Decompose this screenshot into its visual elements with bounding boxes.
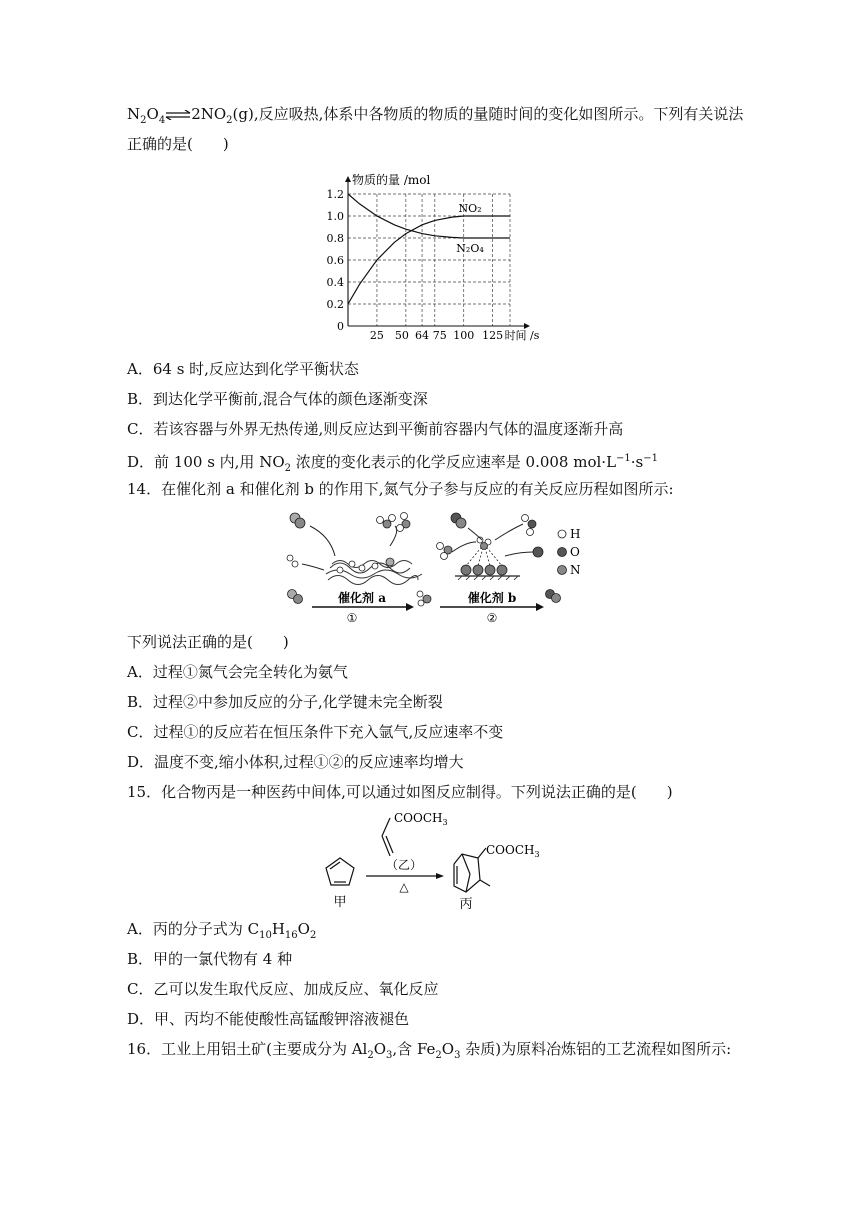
q14-ask: 下列说法正确的是( ): [127, 633, 289, 651]
q15-option-b: B．甲的一氯代物有 4 种: [127, 950, 293, 968]
x-tick-label: 125: [482, 329, 504, 342]
step-2-label: ②: [486, 611, 498, 625]
q13-stem-line1: $N_2O_4$ $2NO_2(g)$,反应吸热,体系中各物质的物质的量随时间的变化如图所示。下列有关说法: [127, 105, 744, 126]
q14-option-c: C．过程①的反应若在恒压条件下充入氩气,反应速率不变: [127, 723, 504, 741]
q15-option-a: A．丙的分子式为 $C_{10}H_{16}O_2$: [127, 920, 317, 941]
series-label-1: N₂O₄: [456, 242, 484, 255]
catalyst-b-label: 催化剂 b: [467, 591, 517, 605]
q14-reaction-mechanism-figure: [280, 506, 600, 626]
y-tick-label: 0.2: [326, 298, 344, 311]
q14-legend: [558, 527, 581, 577]
heat-symbol: △: [399, 880, 409, 894]
y-tick-label: 0.8: [326, 232, 344, 245]
catalyst-a-label: 催化剂 a: [338, 591, 386, 605]
q15-reaction-scheme: [320, 806, 560, 916]
q15-option-d: D．甲、丙均不能使酸性高锰酸钾溶液褪色: [127, 1010, 410, 1028]
q13-option-a: A．64 s 时,反应达到化学平衡状态: [127, 360, 359, 378]
compound-bing-structure: [454, 848, 490, 892]
legend-n: N: [570, 563, 581, 577]
y-tick-label: 0: [337, 320, 344, 333]
legend-o: O: [570, 545, 580, 559]
q14-option-a: A．过程①氮气会完全转化为氨气: [127, 663, 348, 681]
q15-option-c: C．乙可以发生取代反应、加成反应、氧化反应: [127, 980, 439, 998]
y-tick-label: 0.4: [326, 276, 344, 289]
q15-stem: 15．化合物丙是一种医药中间体,可以通过如图反应制得。下列说法正确的是( ): [127, 783, 673, 801]
q13-option-c: C．若该容器与外界无热传递,则反应达到平衡前容器内气体的温度逐渐升高: [127, 420, 624, 438]
q14-option-b: B．过程②中参加反应的分子,化学键未完全断裂: [127, 693, 443, 711]
jia-label: 甲: [333, 895, 347, 910]
yi-coo-label: $COOCH_3$: [394, 811, 448, 827]
x-tick-label: 75: [432, 329, 447, 342]
q13-stem-line2: 正确的是( ): [127, 135, 229, 153]
series-label-0: NO₂: [458, 202, 482, 215]
x-tick-label: 100: [453, 329, 475, 342]
legend-h: H: [570, 527, 581, 541]
catalyst-b-surface: [455, 537, 520, 580]
equilibrium-arrow-icon: [165, 110, 191, 120]
x-tick-label: 50: [394, 329, 409, 342]
x-tick-label: 25: [369, 329, 384, 342]
y-axis-label: 物质的量 /mol: [352, 173, 431, 187]
y-tick-label: 1.0: [326, 210, 344, 223]
bing-label: 丙: [459, 897, 473, 912]
q16-stem: 16．工业上用铝土矿(主要成分为 $Al_2O_3$,含 $Fe_2O_3$ 杂质)为原料冶炼铝的工艺流程如图所示:: [127, 1040, 732, 1061]
y-tick-label: 1.2: [326, 188, 344, 201]
bing-coo-label: $COOCH_3$: [486, 843, 540, 859]
compound-jia-structure: [326, 858, 354, 885]
x-tick-label: 64: [415, 329, 430, 342]
q13-mole-time-chart: [310, 168, 550, 348]
q13-option-b: B．到达化学平衡前,混合气体的颜色逐渐变深: [127, 390, 428, 408]
compound-yi-structure: [382, 818, 393, 856]
q14-stem: 14．在催化剂 a 和催化剂 b 的作用下,氮气分子参与反应的有关反应历程如图所示:: [127, 480, 674, 498]
step-1-label: ①: [346, 611, 358, 625]
q14-option-d: D．温度不变,缩小体积,过程①②的反应速率均增大: [127, 753, 464, 771]
yi-label: （乙）: [385, 858, 423, 872]
x-axis-label: 时间 /s: [504, 329, 540, 342]
y-tick-label: 0.6: [326, 254, 344, 267]
q13-option-d: D．前 100 s 内,用 $NO_2$ 浓度的变化表示的化学反应速率是 0.008 $mol\cdot L^{-1}\cdot s^{-1}$: [127, 453, 658, 474]
y-axis-arrow: [345, 176, 351, 182]
